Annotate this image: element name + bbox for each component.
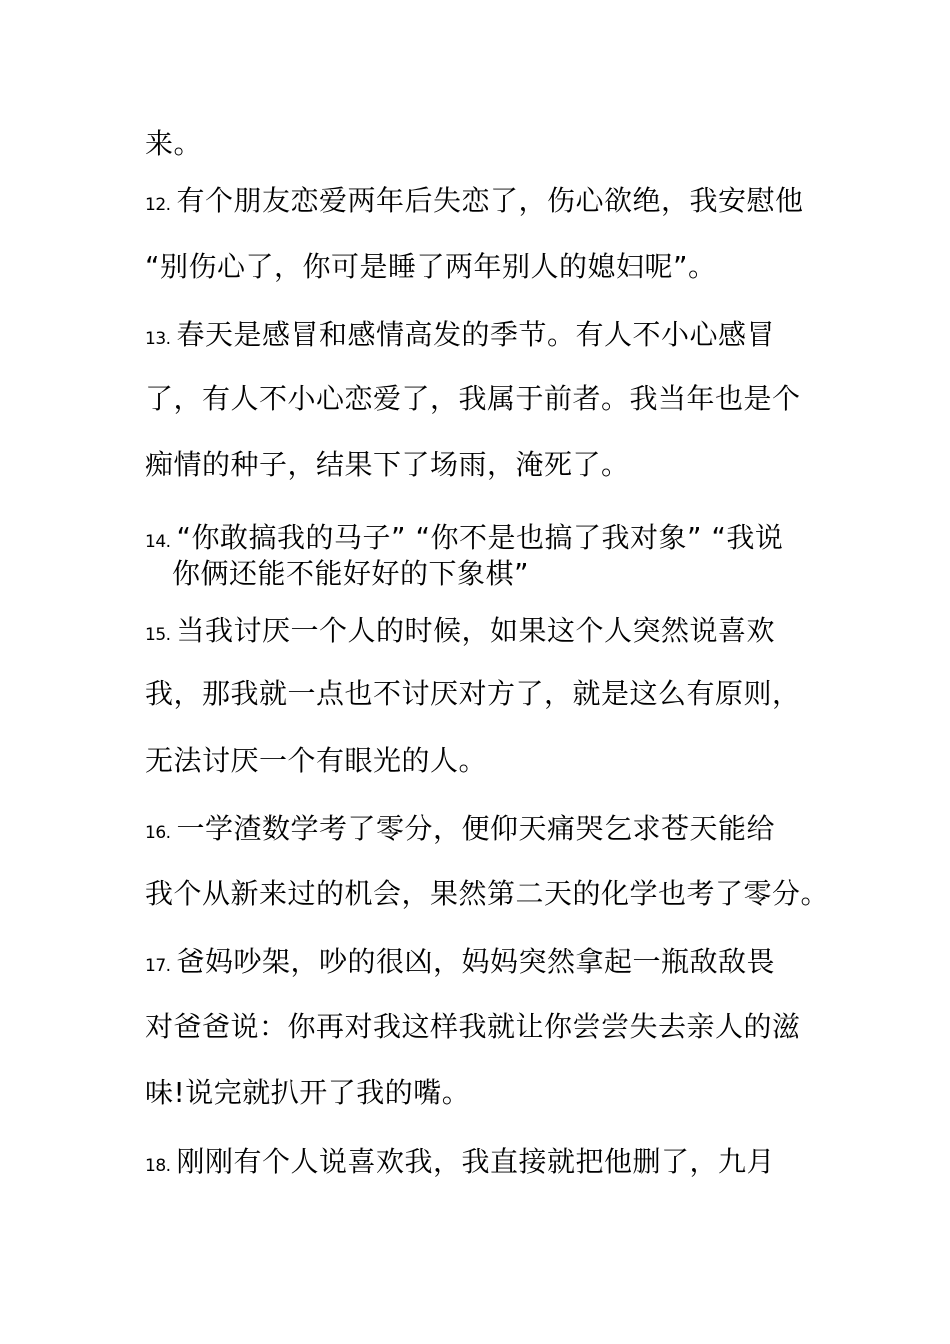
text-line: 刚刚有个人说喜欢我，我直接就把他删了，九月 <box>176 1145 776 1178</box>
item-number: 14. <box>145 532 171 552</box>
text-line: 味!说完就扒开了我的嘴。 <box>145 1076 471 1109</box>
text-line: 了，有人不小心恋爱了，我属于前者。我当年也是个 <box>145 382 801 415</box>
list-item <box>145 318 775 356</box>
item-number: 13. <box>145 329 171 349</box>
text-line: 无法讨厌一个有眼光的人。 <box>145 744 488 777</box>
list-item <box>145 812 775 850</box>
text-line: 一学渣数学考了零分，便仰天痛哭乞求苍天能给 <box>176 812 776 845</box>
text-line: “别伤心了，你可是睡了两年别人的媳妇呢”。 <box>145 250 717 283</box>
text-line: 爸妈吵架，吵的很凶，妈妈突然拿起一瓶敌敌畏 <box>176 945 776 978</box>
text-line: 当我讨厌一个人的时候，如果这个人突然说喜欢 <box>176 614 776 647</box>
list-item <box>145 521 783 559</box>
list-item <box>145 945 775 983</box>
text-line: 对爸爸说：你再对我这样我就让你尝尝失去亲人的滋 <box>145 1010 801 1043</box>
text-line: 你俩还能不能好好的下象棋” <box>172 557 530 590</box>
list-item <box>145 1145 775 1183</box>
text-line: 我个从新来过的机会，果然第二天的化学也考了零分。 <box>145 877 830 910</box>
item-number: 15. <box>145 625 171 645</box>
item-number: 16. <box>145 823 171 843</box>
text-line: “你敢搞我的马子” “你不是也搞了我对象” “我说 <box>176 521 784 554</box>
item-number: 17. <box>145 956 171 976</box>
item-number: 12. <box>145 195 171 215</box>
text-line: 来。 <box>145 127 203 160</box>
text-line: 春天是感冒和感情高发的季节。有人不小心感冒 <box>176 318 776 351</box>
item-number: 18. <box>145 1156 171 1176</box>
text-line: 痴情的种子，结果下了场雨，淹死了。 <box>145 448 630 481</box>
list-item <box>145 184 804 222</box>
text-line: 有个朋友恋爱两年后失恋了，伤心欲绝，我安慰他 <box>176 184 804 217</box>
text-line: 我，那我就一点也不讨厌对方了，就是这么有原则， <box>145 677 801 710</box>
list-item <box>145 614 775 652</box>
